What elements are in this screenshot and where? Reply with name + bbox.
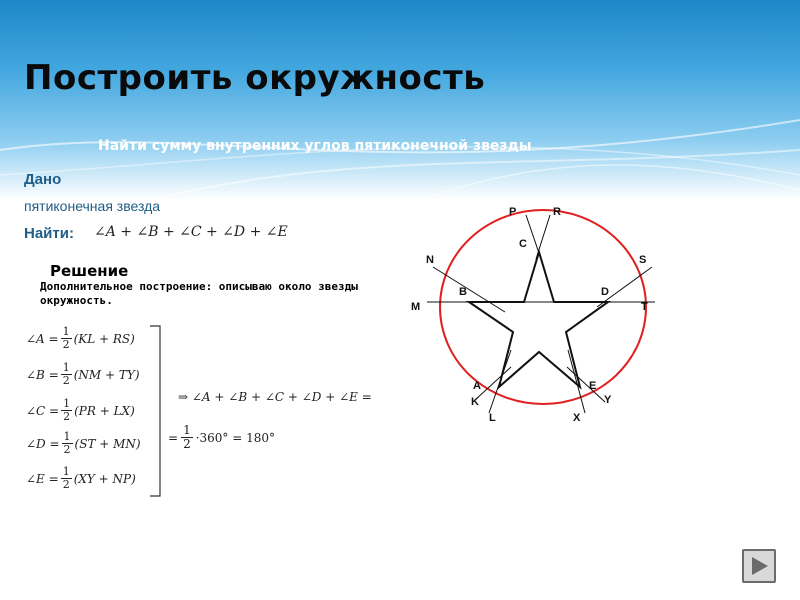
find-formula: ∠A + ∠B + ∠C + ∠D + ∠E <box>94 224 288 240</box>
fraction-denominator: 2 <box>183 437 191 451</box>
play-triangle-icon <box>748 555 770 577</box>
construction-line-p <box>526 215 541 259</box>
sum-prefix: = <box>168 430 179 445</box>
point-label-c: C <box>519 238 527 250</box>
point-label-r: R <box>553 206 561 218</box>
equation-lhs: ∠E = <box>26 471 59 486</box>
find-label: Найти: <box>24 225 74 242</box>
fraction-numerator: 1 <box>62 361 70 374</box>
construction-line-r <box>536 215 550 259</box>
point-label-k: K <box>471 396 479 408</box>
slide-title: Построить окружность <box>24 58 486 98</box>
construction-line-n <box>433 267 505 312</box>
equation-angle-d <box>26 431 141 456</box>
point-label-m: M <box>411 301 421 313</box>
point-label-y: Y <box>604 394 612 406</box>
point-label-d: D <box>601 286 609 298</box>
equation-angle-c <box>26 398 135 423</box>
equation-rhs: (ST + MN) <box>74 436 141 451</box>
point-label-x: X <box>573 412 581 424</box>
fraction-denominator: 2 <box>63 443 71 456</box>
sum-of-angles-line: ⇒ ∠A + ∠B + ∠C + ∠D + ∠E = <box>178 390 372 404</box>
point-label-p: P <box>509 206 517 218</box>
equation-fraction <box>61 466 72 491</box>
fraction-denominator: 2 <box>62 338 70 351</box>
equation-rhs: (NM + TY) <box>73 367 140 382</box>
equation-angle-b <box>26 362 140 387</box>
equation-fraction <box>61 326 72 351</box>
next-slide-button[interactable] <box>742 549 776 583</box>
header-waves <box>0 0 800 200</box>
point-label-a: A <box>473 380 481 392</box>
five-pointed-star <box>469 252 608 387</box>
equation-lhs: ∠A = <box>26 331 59 346</box>
sum-suffix: ·360° = 180° <box>195 430 276 445</box>
solution-title: Решение <box>50 262 129 280</box>
point-label-s: S <box>639 254 647 266</box>
point-label-t: T <box>641 301 648 313</box>
fraction-denominator: 2 <box>62 478 70 491</box>
sum-fraction <box>181 424 193 451</box>
equation-lhs: ∠B = <box>26 367 59 382</box>
fraction-numerator: 1 <box>62 465 70 478</box>
equation-rhs: (PR + LX) <box>74 403 135 418</box>
equation-lhs: ∠C = <box>26 403 60 418</box>
equation-lhs: ∠D = <box>26 436 60 451</box>
fraction-denominator: 2 <box>63 410 71 423</box>
construction-text: Дополнительное построение: описываю около звезды окружность. <box>40 280 358 307</box>
task-statement: Найти сумму внутренних углов пятиконечной звезды <box>98 138 532 154</box>
construction-line-l <box>489 350 511 413</box>
system-brace <box>148 324 168 500</box>
equation-fraction <box>61 362 72 387</box>
fraction-numerator: 1 <box>63 430 71 443</box>
equation-fraction <box>62 431 73 456</box>
fraction-numerator: 1 <box>63 397 71 410</box>
construction-line-y <box>567 367 605 402</box>
fraction-denominator: 2 <box>62 374 70 387</box>
point-label-b: B <box>459 286 467 298</box>
equation-rhs: (XY + NP) <box>73 471 136 486</box>
sum-result <box>168 424 275 451</box>
fraction-numerator: 1 <box>62 325 70 338</box>
fraction-numerator: 1 <box>183 423 191 437</box>
given-text: пятиконечная звезда <box>24 198 161 214</box>
equation-angle-e <box>26 466 136 491</box>
point-label-e: E <box>589 380 597 392</box>
point-label-n: N <box>426 254 434 266</box>
star-in-circle-figure <box>405 195 685 435</box>
given-label: Дано <box>24 171 62 188</box>
equation-fraction <box>61 398 72 423</box>
point-label-l: L <box>489 412 496 424</box>
equation-angle-a <box>26 326 135 351</box>
equation-rhs: (KL + RS) <box>73 331 135 346</box>
